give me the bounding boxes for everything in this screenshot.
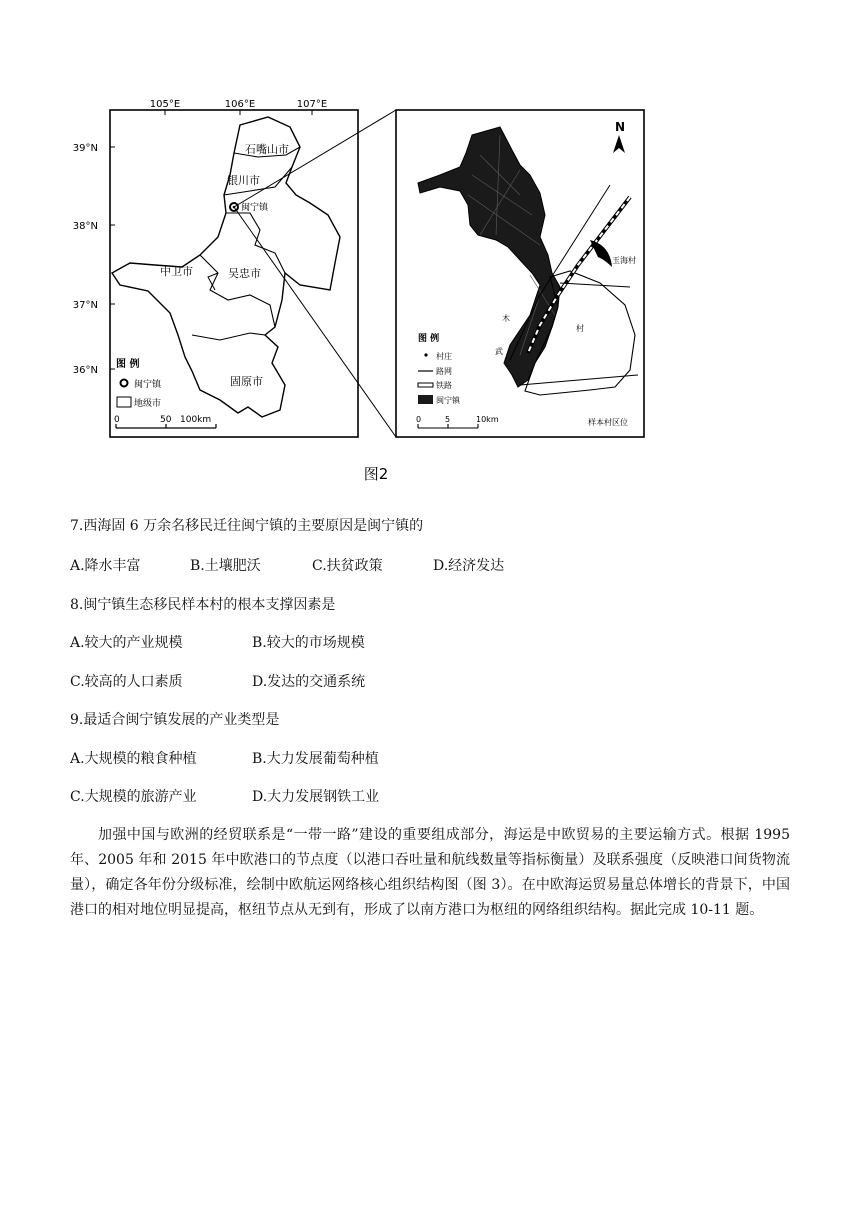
village-cun: 村 <box>576 324 584 333</box>
village-wu: 武 <box>495 347 503 356</box>
right-legend-village: 村庄 <box>436 352 452 361</box>
question-7-option-b: B.土壤肥沃 <box>190 558 261 574</box>
lat-label-36: 36°N <box>72 365 98 376</box>
question-9-stem: 9.最适合闽宁镇发展的产业类型是 <box>70 712 280 728</box>
city-yinchuan: 银川市 <box>227 174 260 187</box>
question-7-option-d: D.经济发达 <box>433 558 505 574</box>
left-legend-town: 闽宁镇 <box>134 380 162 390</box>
legend-railway-symbol <box>418 383 433 387</box>
left-scale-50: 50 <box>160 415 172 425</box>
right-legend-railway: 铁路 <box>436 381 452 390</box>
figure-2-svg <box>72 95 660 495</box>
right-legend-title: 图 例 <box>418 334 440 344</box>
question-7-stem: 7.西海固 6 万余名移民迁往闽宁镇的主要原因是闽宁镇的 <box>70 518 424 534</box>
question-9-option-c: C.大规模的旅游产业 <box>70 789 197 805</box>
lon-label-107: 107°E <box>296 99 328 110</box>
legend-village-symbol <box>424 353 427 356</box>
legend-town-area-symbol <box>418 395 433 404</box>
city-guyuan: 固原市 <box>230 375 263 388</box>
right-scale-10: 10km <box>476 415 499 424</box>
left-scale-0: 0 <box>114 415 120 425</box>
right-legend-road: 路网 <box>436 367 452 376</box>
right-map <box>396 110 644 437</box>
right-area-label: 样本村区位 <box>588 418 628 427</box>
question-8-option-a: A.较大的产业规模 <box>70 635 183 651</box>
question-7-option-c: C.扶贫政策 <box>312 558 383 574</box>
lon-label-106: 106°E <box>224 99 256 110</box>
question-9-option-a: A.大规模的粮食种植 <box>70 751 197 767</box>
left-legend-title: 图 例 <box>116 359 140 370</box>
question-9-option-b: B.大力发展葡萄种植 <box>252 751 379 767</box>
lat-label-37: 37°N <box>72 300 98 311</box>
lat-label-39: 39°N <box>72 143 98 154</box>
legend-town-symbol <box>121 380 128 387</box>
question-8-option-b: B.较大的市场规模 <box>252 635 365 651</box>
lat-label-38: 38°N <box>72 221 98 232</box>
legend-city-symbol <box>117 397 131 407</box>
city-minning: 闽宁镇 <box>241 203 269 213</box>
village-yuhai: 玉海村 <box>612 256 636 265</box>
question-7-option-a: A.降水丰富 <box>70 558 141 574</box>
city-shizuishan: 石嘴山市 <box>245 143 289 156</box>
question-9-option-d: D.大力发展钢铁工业 <box>252 789 380 805</box>
right-scale-5: 5 <box>445 415 451 424</box>
right-legend-town: 闽宁镇 <box>436 396 460 405</box>
left-map <box>73 99 358 437</box>
city-zhongwei: 中卫市 <box>160 265 193 278</box>
right-scale-0: 0 <box>416 415 422 424</box>
lon-label-105: 105°E <box>149 99 181 110</box>
left-legend-city: 地级市 <box>134 399 162 409</box>
figure-2 <box>72 95 660 495</box>
question-8-stem: 8.闽宁镇生态移民样本村的根本支撑因素是 <box>70 597 336 613</box>
left-scale-100: 100km <box>180 415 212 425</box>
question-8-option-d: D.发达的交通系统 <box>252 674 366 690</box>
north-letter: N <box>615 120 626 134</box>
village-mu: 木 <box>502 314 510 323</box>
figure-caption: 图2 <box>363 465 389 483</box>
city-wuzhong: 吴忠市 <box>228 267 261 280</box>
intro-paragraph-10-11: 加强中国与欧洲的经贸联系是“一带一路”建设的重要组成部分，海运是中欧贸易的主要运输方式。根据 1995 年、2005 年和 2015 年中欧港口的节点度（以港口吞吐量和航线数量等指标衡量）及联系强度（反映港口间货物流量），确定各年份分级标准，绘制中欧航运网络核心组织结构图（图 3）。在中欧海运贸易量总体增长的背景下，中国港口的相对地位明显提高，枢纽节点从无到有，形成了以南方港口为枢纽的网络组织结构。据此完成 10-11 题。 <box>70 827 790 918</box>
question-8-option-c: C.较高的人口素质 <box>70 674 183 690</box>
